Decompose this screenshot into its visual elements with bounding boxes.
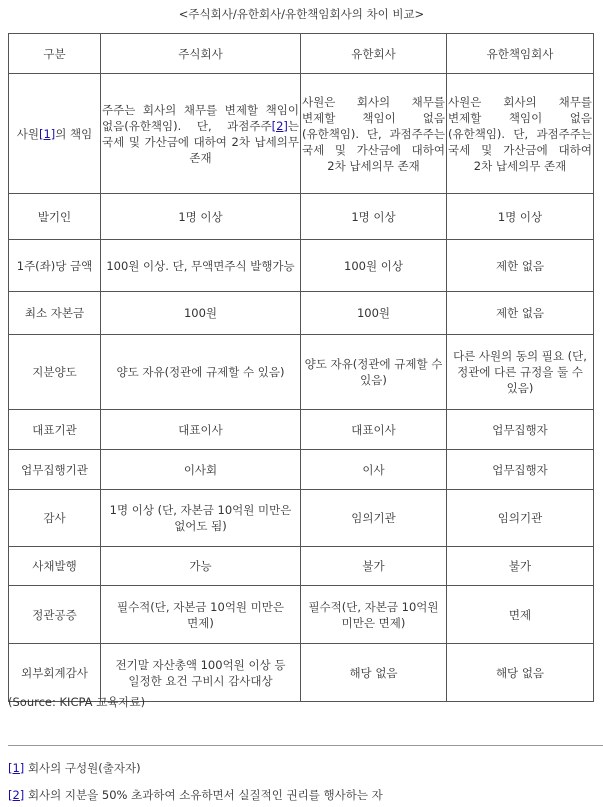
cell-llc: 제한 없음 bbox=[447, 292, 594, 335]
row-label: 최소 자본금 bbox=[9, 292, 101, 335]
table-row bbox=[9, 240, 594, 292]
table-caption: <주식회사/유한회사/유한책임회사의 차이 비교> bbox=[178, 7, 425, 21]
cell-llc: 1명 이상 bbox=[447, 194, 594, 240]
row-label: 외부회계감사 bbox=[9, 644, 101, 702]
cell-stock-company: 가능 bbox=[101, 547, 301, 586]
cell-stock-company: 1명 이상 bbox=[101, 194, 301, 240]
table-row-member-liability bbox=[9, 74, 594, 194]
footnote-text: 회사의 구성원(출자자) bbox=[24, 761, 141, 775]
footnote-divider bbox=[8, 745, 603, 746]
table-row bbox=[9, 335, 594, 410]
table-row bbox=[9, 410, 594, 450]
cell-stock-company: 필수적(단, 자본금 10억원 미만은 면제) bbox=[101, 586, 301, 644]
footnote-2 bbox=[8, 787, 383, 803]
table-row bbox=[9, 292, 594, 335]
footnote-1 bbox=[8, 760, 141, 776]
cell-llc: 해당 없음 bbox=[447, 644, 594, 702]
row-label: 업무집행기관 bbox=[9, 450, 101, 490]
footnote-backlink-1[interactable]: [1] bbox=[8, 761, 25, 775]
cell-limited-company: 대표이사 bbox=[301, 410, 447, 450]
table-row bbox=[9, 194, 594, 240]
cell-stock-company: 이사회 bbox=[101, 450, 301, 490]
cell-limited-company: 임의기관 bbox=[301, 490, 447, 547]
row-label: 대표기관 bbox=[9, 410, 101, 450]
footnote-text: 회사의 지분을 50% 초과하여 소유하면서 실질적인 권리를 행사하는 자 bbox=[24, 788, 383, 802]
row-label: 발기인 bbox=[9, 194, 101, 240]
header-stock-company: 주식회사 bbox=[101, 34, 301, 74]
cell-limited-company: 1명 이상 bbox=[301, 194, 447, 240]
cell-llc: 업무집행자 bbox=[447, 410, 594, 450]
footnote-link-2[interactable]: [2] bbox=[271, 118, 288, 133]
cell-limited-company: 이사 bbox=[301, 450, 447, 490]
row-label: 사원[1]의 책임 bbox=[9, 74, 101, 194]
header-category: 구분 bbox=[9, 34, 101, 74]
cell-stock-company: 주주는 회사의 채무를 변제할 책임이 없음(유한책임). 단, 과점주주[2]는 국세 및 가산금에 대하여 2차 납세의무 존재 bbox=[101, 74, 301, 194]
source-note: (Source: KICPA 교육자료) bbox=[8, 695, 146, 709]
row-label: 사채발행 bbox=[9, 547, 101, 586]
cell-stock-company: 100원 bbox=[101, 292, 301, 335]
cell-limited-company: 양도 자유(정관에 규제할 수 있음) bbox=[301, 335, 447, 410]
cell-llc: 업무집행자 bbox=[447, 450, 594, 490]
row-label: 지분양도 bbox=[9, 335, 101, 410]
table-header-row bbox=[9, 34, 594, 74]
table-row bbox=[9, 644, 594, 702]
cell-llc: 다른 사원의 동의 필요 (단, 정관에 다른 규정을 둘 수 있음) bbox=[447, 335, 594, 410]
header-limited-company: 유한회사 bbox=[301, 34, 447, 74]
cell-llc: 사원은 회사의 채무를 변제할 책임이 없음(유한책임). 단, 과점주주는 국세 및 가산금에 대하여 2차 납세의무 존재 bbox=[447, 74, 594, 194]
cell-llc: 불가 bbox=[447, 547, 594, 586]
comparison-table bbox=[8, 33, 594, 702]
cell-llc: 제한 없음 bbox=[447, 240, 594, 292]
cell-llc: 면제 bbox=[447, 586, 594, 644]
footnote-link-1[interactable]: [1] bbox=[38, 126, 56, 141]
cell-limited-company: 사원은 회사의 채무를 변제할 책임이 없음(유한책임). 단, 과점주주는 국세 및 가산금에 대하여 2차 납세의무 존재 bbox=[301, 74, 447, 194]
table-row bbox=[9, 547, 594, 586]
row-label: 정관공증 bbox=[9, 586, 101, 644]
row-label: 1주(좌)당 금액 bbox=[9, 240, 101, 292]
row-label: 감사 bbox=[9, 490, 101, 547]
table-row bbox=[9, 586, 594, 644]
cell-stock-company: 100원 이상. 단, 무액면주식 발행가능 bbox=[101, 240, 301, 292]
cell-limited-company: 필수적(단, 자본금 10억원 미만은 면제) bbox=[301, 586, 447, 644]
cell-limited-company: 해당 없음 bbox=[301, 644, 447, 702]
header-llc: 유한책임회사 bbox=[447, 34, 594, 74]
cell-limited-company: 불가 bbox=[301, 547, 447, 586]
cell-stock-company: 1명 이상 (단, 자본금 10억원 미만은 없어도 됨) bbox=[101, 490, 301, 547]
cell-limited-company: 100원 이상 bbox=[301, 240, 447, 292]
table-row bbox=[9, 450, 594, 490]
cell-limited-company: 100원 bbox=[301, 292, 447, 335]
cell-stock-company: 양도 자유(정관에 규제할 수 있음) bbox=[101, 335, 301, 410]
table-row bbox=[9, 490, 594, 547]
footnote-backlink-2[interactable]: [2] bbox=[8, 788, 25, 802]
cell-llc: 임의기관 bbox=[447, 490, 594, 547]
cell-stock-company: 대표이사 bbox=[101, 410, 301, 450]
cell-stock-company: 전기말 자산총액 100억원 이상 등 일정한 요건 구비시 감사대상 bbox=[101, 644, 301, 702]
